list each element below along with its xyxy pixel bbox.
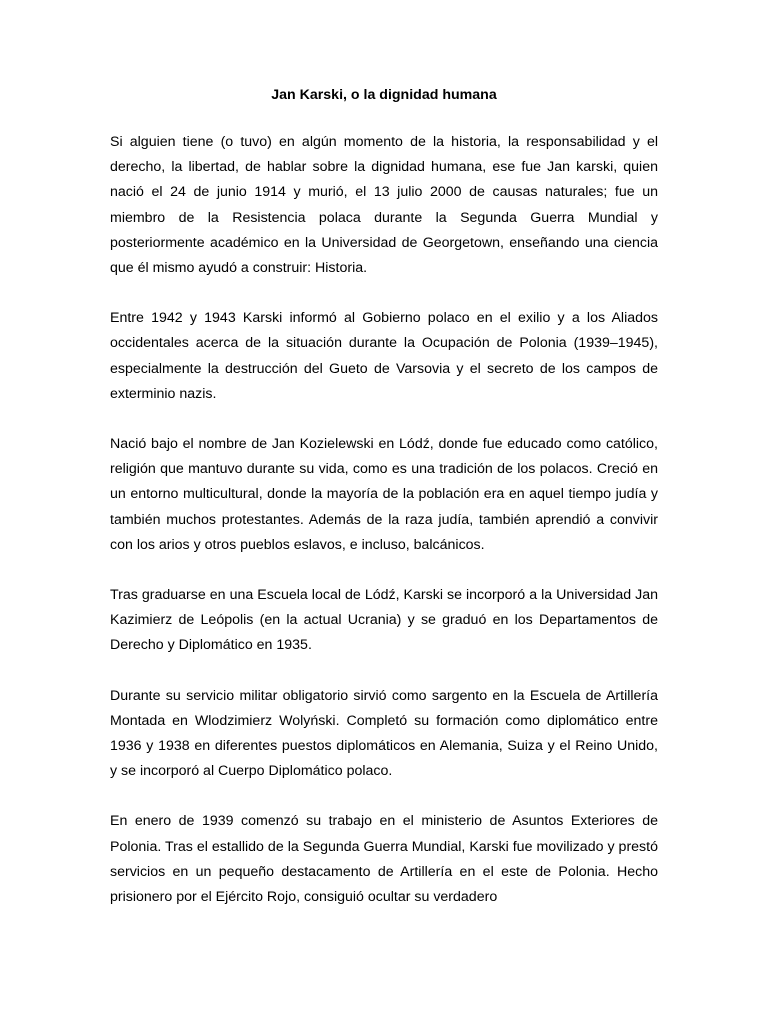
- paragraph-5: Durante su servicio militar obligatorio sirvió como sargento en la Escuela de Artillería Montada en Wlodzimierz Wolyński. Completó su formación como diplomático entre 1936 y 1938 en diferentes puestos diplomáticos en Alemania, Suiza y el Reino Unido, y se incorporó al Cuerpo Diplomático polaco.: [110, 687, 658, 780]
- paragraph-4: Tras graduarse en una Escuela local de Lódź, Karski se incorporó a la Universidad Jan Kazimierz de Leópolis (en la actual Ucrania) y se graduó en los Departamentos de Derecho y Diplomático en 1935.: [110, 587, 658, 654]
- document-page: [110, 84, 658, 910]
- document-title: Jan Karski, o la dignidad humana: [271, 87, 497, 103]
- paragraph-2: Entre 1942 y 1943 Karski informó al Gobierno polaco en el exilio y a los Aliados occidentales acerca de la situación durante la Ocupación de Polonia (1939–1945), especialmente la destrucción del Gueto de Varsovia y el secreto de los campos de exterminio nazis.: [110, 310, 658, 402]
- paragraph-6: En enero de 1939 comenzó su trabajo en el ministerio de Asuntos Exteriores de Polonia. Tras el estallido de la Segunda Guerra Mundial, Karski fue movilizado y prestó servicios en un pequeño destacamento de Artillería en el este de Polonia. Hecho prisionero por el Ejército Rojo, consiguió ocultar su verdadero: [110, 813, 658, 906]
- paragraph-1: Si alguien tiene (o tuvo) en algún momento de la historia, la responsabilidad y el derecho, la libertad, de hablar sobre la dignidad humana, ese fue Jan karski, quien nació el 24 de junio 1914 y murió, el 13 julio 2000 de causas naturales; fue un miembro de la Resistencia polaca durante la Segunda Guerra Mundial y posteriormente académico en la Universidad de Georgetown, enseñando una ciencia que él mismo ayudó a construir: Historia.: [110, 134, 658, 277]
- paragraph-3: Nació bajo el nombre de Jan Kozielewski en Lódź, donde fue educado como católico, religión que mantuvo durante su vida, como es una tradición de los polacos. Creció en un entorno multicultural, donde la mayoría de la población era en aquel tiempo judía y también muchos protestantes. Además de la raza judía, también aprendió a convivir con los arios y otros pueblos eslavos, e incluso, balcánicos.: [110, 436, 658, 553]
